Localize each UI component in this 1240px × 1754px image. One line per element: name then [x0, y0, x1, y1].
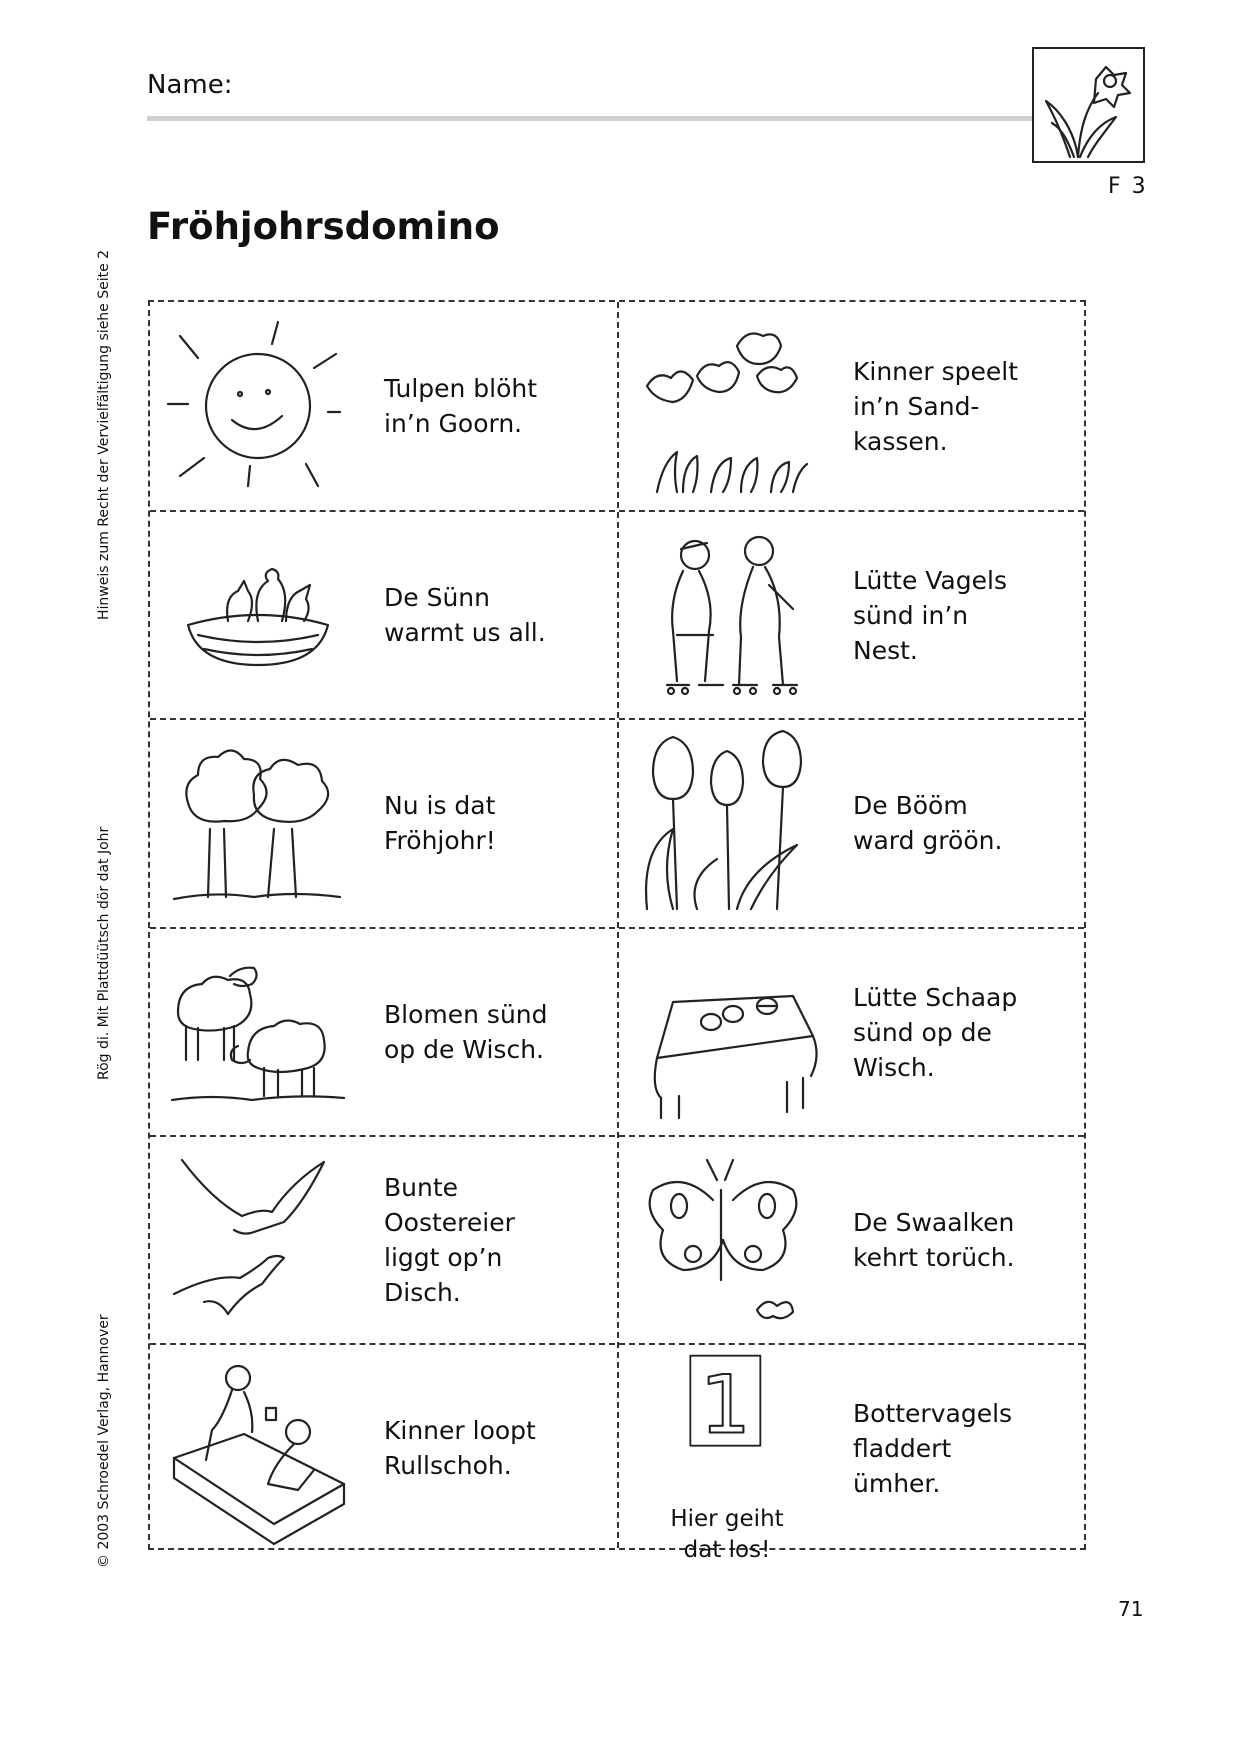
domino-card — [619, 511, 1086, 719]
domino-card — [150, 719, 617, 927]
side-note-publisher: © 2003 Schroedel Verlag, Hannover — [96, 1314, 112, 1568]
card-text: Bottervagels fladdert ümher. — [853, 1398, 1013, 1498]
domino-card — [619, 302, 1086, 510]
card-text: De Sünn warmt us all. — [384, 583, 546, 647]
domino-card — [619, 719, 1086, 927]
tulips-icon — [637, 733, 817, 913]
domino-card — [619, 1136, 1086, 1344]
trees-icon — [168, 733, 348, 913]
butterfly-icon — [637, 1150, 817, 1330]
start-caption: Hier geiht dat los! — [670, 1506, 784, 1563]
roller-skaters-icon — [637, 525, 817, 705]
card-text: Lütte Vagels sünd in’n Nest. — [853, 565, 1007, 665]
sandbox-icon — [168, 1358, 348, 1538]
start-number: 1 — [699, 1358, 751, 1452]
domino-card — [150, 928, 617, 1136]
table-eggs-icon — [637, 942, 817, 1122]
side-note-copyright-hint: Hinweis zum Recht der Vervielfältigung siehe Seite 2 — [96, 249, 112, 620]
daffodil-icon — [1034, 49, 1143, 161]
domino-card-start — [619, 1344, 1086, 1563]
card-text: Blomen sünd op de Wisch. — [384, 1000, 548, 1064]
domino-card — [150, 511, 617, 719]
card-text: Nu is dat Fröhjohr! — [384, 791, 496, 855]
name-line — [147, 116, 1032, 121]
card-text: Tulpen blöht in’n Goorn. — [384, 374, 538, 438]
page-number: 71 — [1118, 1597, 1144, 1621]
start-number-icon — [637, 1354, 817, 1504]
card-text: De Bööm ward gröön. — [853, 791, 1003, 855]
swallows-icon — [168, 1150, 348, 1330]
flowers-icon — [637, 316, 817, 496]
sheep-icon — [168, 942, 348, 1122]
card-text: Kinner speelt in’n Sand- kassen. — [853, 356, 1019, 456]
domino-card — [150, 1136, 617, 1344]
page-title: Fröhjohrsdomino — [147, 205, 500, 248]
domino-card — [150, 302, 617, 510]
side-note-book-title: Rög di. Mit Plattdüütsch dör dat Johr — [96, 826, 112, 1080]
name-label: Name: — [147, 70, 233, 100]
domino-grid — [148, 300, 1086, 1563]
sun-icon — [168, 316, 348, 496]
card-text: Kinner loopt Rullschoh. — [384, 1416, 536, 1480]
sheet-code: F 3 — [1108, 174, 1148, 199]
daffodil-logo — [1032, 47, 1145, 163]
card-text: Bunte Oostereier liggt op’n Disch. — [384, 1173, 515, 1307]
bird-nest-icon — [168, 525, 348, 705]
domino-card — [150, 1344, 617, 1552]
card-text: De Swaalken kehrt torüch. — [853, 1208, 1015, 1272]
domino-card — [619, 928, 1086, 1136]
card-text: Lütte Schaap sünd op de Wisch. — [853, 982, 1018, 1082]
